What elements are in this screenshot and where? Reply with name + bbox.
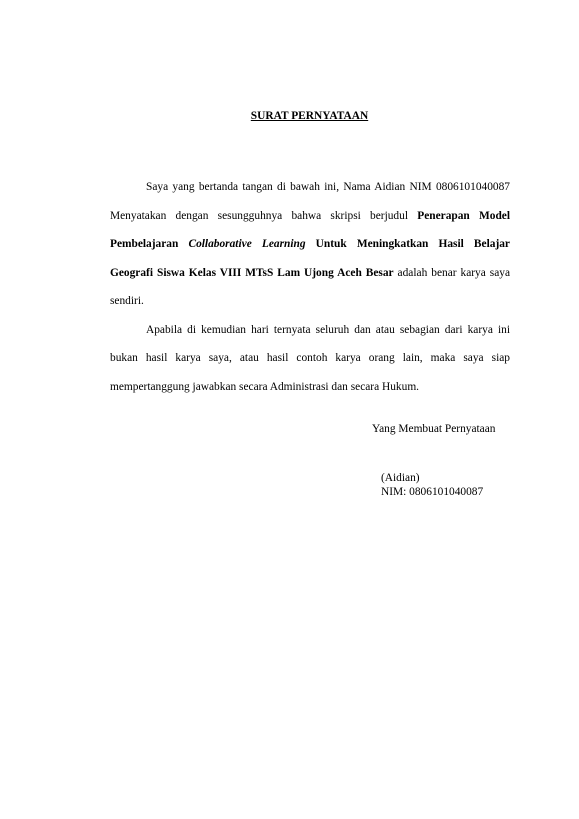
thesis-title-part2: Untuk Meningkatkan Hasil Belajar Geografi Siswa Kelas VIII MTsS Lam Ujong Aceh Besar (110, 238, 510, 279)
document-body (110, 173, 510, 401)
signature-block (372, 422, 552, 436)
thesis-title-italic: Collaborative Learning (188, 238, 306, 250)
signatory-nim: NIM: 0806101040087 (381, 486, 484, 498)
signatory-name: (Aidian) (381, 472, 420, 484)
statement-outro: adalah benar karya saya sendiri. (110, 266, 511, 307)
thesis-title-part1: Penerapan Model Pembelajaran (110, 209, 510, 250)
document-title: SURAT PERNYATAAN (250, 110, 369, 122)
statement-intro: Saya yang bertanda tangan di bawah ini, Nama Aidian NIM 0806101040087 Menyatakan dengan sesungguhnya bahwa skripsi berjudul (110, 181, 510, 222)
signature-heading: Yang Membuat Pernyataan (372, 423, 496, 435)
declaration-paragraph: Apabila di kemudian hari ternyata seluruh dan atau sebagian dari karya ini bukan hasil karya saya, atau hasil contoh karya orang lain, maka saya siap mempertanggung jawabkan secara Administrasi dan secara Hukum. (110, 323, 510, 393)
statement-paragraph (110, 173, 510, 316)
